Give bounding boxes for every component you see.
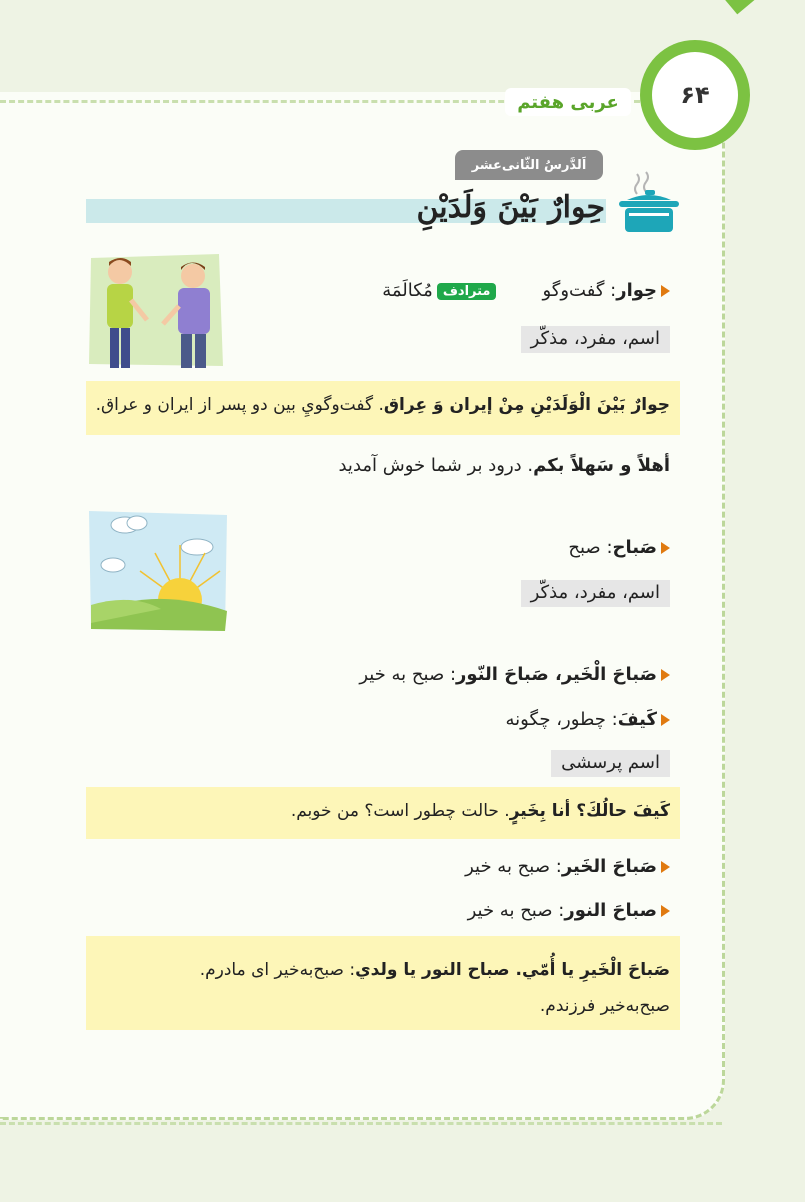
synonym-badge: مترادف <box>437 283 497 300</box>
entry-meaning: چطور، چگونه <box>505 709 606 730</box>
bullet-icon <box>661 905 670 917</box>
entry-kayfa: كَيفَ: چطور، چگونه <box>505 709 670 730</box>
example-arabic: حِوارٌ بَيْنَ الْوَلَدَيْنِ مِنْ إيران وَ عِراق <box>383 395 670 415</box>
bottom-divider <box>0 1122 722 1125</box>
example-translation: . گفت‌وگويِ بين دو پسر از ايران و عراق. <box>95 395 384 415</box>
bullet-icon <box>661 861 670 873</box>
example-arabic: كَيفَ حالُكَ؟ أنا بِخَيرٍ <box>509 801 670 821</box>
welcome-arabic: أهلاً و سَهلاً بكم <box>533 455 670 476</box>
example-arabic: صَباحَ الْخَيرِ يا أُمّي. صباح النور يا ولدي <box>355 960 670 980</box>
entry-sabah: صَباح: صبح <box>568 537 670 558</box>
entry-word: صَباحَ الخَير <box>561 856 657 877</box>
entry-word: صَباحَ الْخَير، صَباحَ النّور <box>456 664 657 685</box>
entry-greeting: صَباحَ الْخَير، صَباحَ النّور: صبح به خير <box>359 664 670 685</box>
lesson-title: حِوارٌ بَيْنَ وَلَدَيْنِ <box>416 190 605 225</box>
entry-meaning: گفت‌وگو <box>542 280 605 301</box>
entry-word: حِوار <box>616 280 657 301</box>
example-box <box>86 787 680 839</box>
example-translation: . حالت چطور است؟ من خوبم. <box>290 801 510 821</box>
entry-meaning: صبح به خير <box>467 900 553 921</box>
grammar-chip: اسم، مفرد، مذكّر <box>521 326 670 353</box>
example-box <box>86 381 680 435</box>
grammar-chip: اسم، مفرد، مذكّر <box>521 580 670 607</box>
corner-ribbon <box>700 0 805 14</box>
entry-synonym: مُكالَمَة <box>382 280 433 301</box>
sunrise-illustration <box>85 505 230 635</box>
bullet-icon <box>661 285 670 297</box>
entry-word: صَباح <box>612 537 657 558</box>
example-box <box>86 936 680 1030</box>
cooking-pot-icon <box>615 170 683 236</box>
entry-sabah-nur: صباحَ النور: صبح به خير <box>468 900 670 921</box>
entry-word: كَيفَ <box>617 709 657 730</box>
two-boys-illustration <box>85 250 225 370</box>
entry-word: صباحَ النور <box>564 900 657 921</box>
example-translation-line2: صبح‌به‌خير فرزندم. <box>539 996 670 1016</box>
entry-meaning: صبح به خير <box>359 664 445 685</box>
entry-meaning: صبح به خير <box>465 856 551 877</box>
entry-sabah-khayr: صَباحَ الخَير: صبح به خير <box>465 856 670 877</box>
book-title: عربی هفتم <box>505 88 631 116</box>
example-translation: : صبح‌به‌خير ای مادرم. <box>199 960 356 980</box>
entry-meaning: صبح <box>568 537 601 558</box>
entry-hiwar: حِوار: گفت‌وگومترادفمُكالَمَة <box>382 280 670 301</box>
bullet-icon <box>661 714 670 726</box>
lesson-label: اَلدَّرسُ الثّانی‌عشر <box>455 150 603 180</box>
grammar-chip: اسم پرسشی <box>551 750 670 777</box>
welcome-line <box>338 455 670 476</box>
bullet-icon <box>661 669 670 681</box>
page-number: ۶۴ <box>652 52 738 138</box>
page-badge <box>640 40 750 150</box>
welcome-translation: . درود بر شما خوش آمديد <box>338 455 534 476</box>
bullet-icon <box>661 542 670 554</box>
